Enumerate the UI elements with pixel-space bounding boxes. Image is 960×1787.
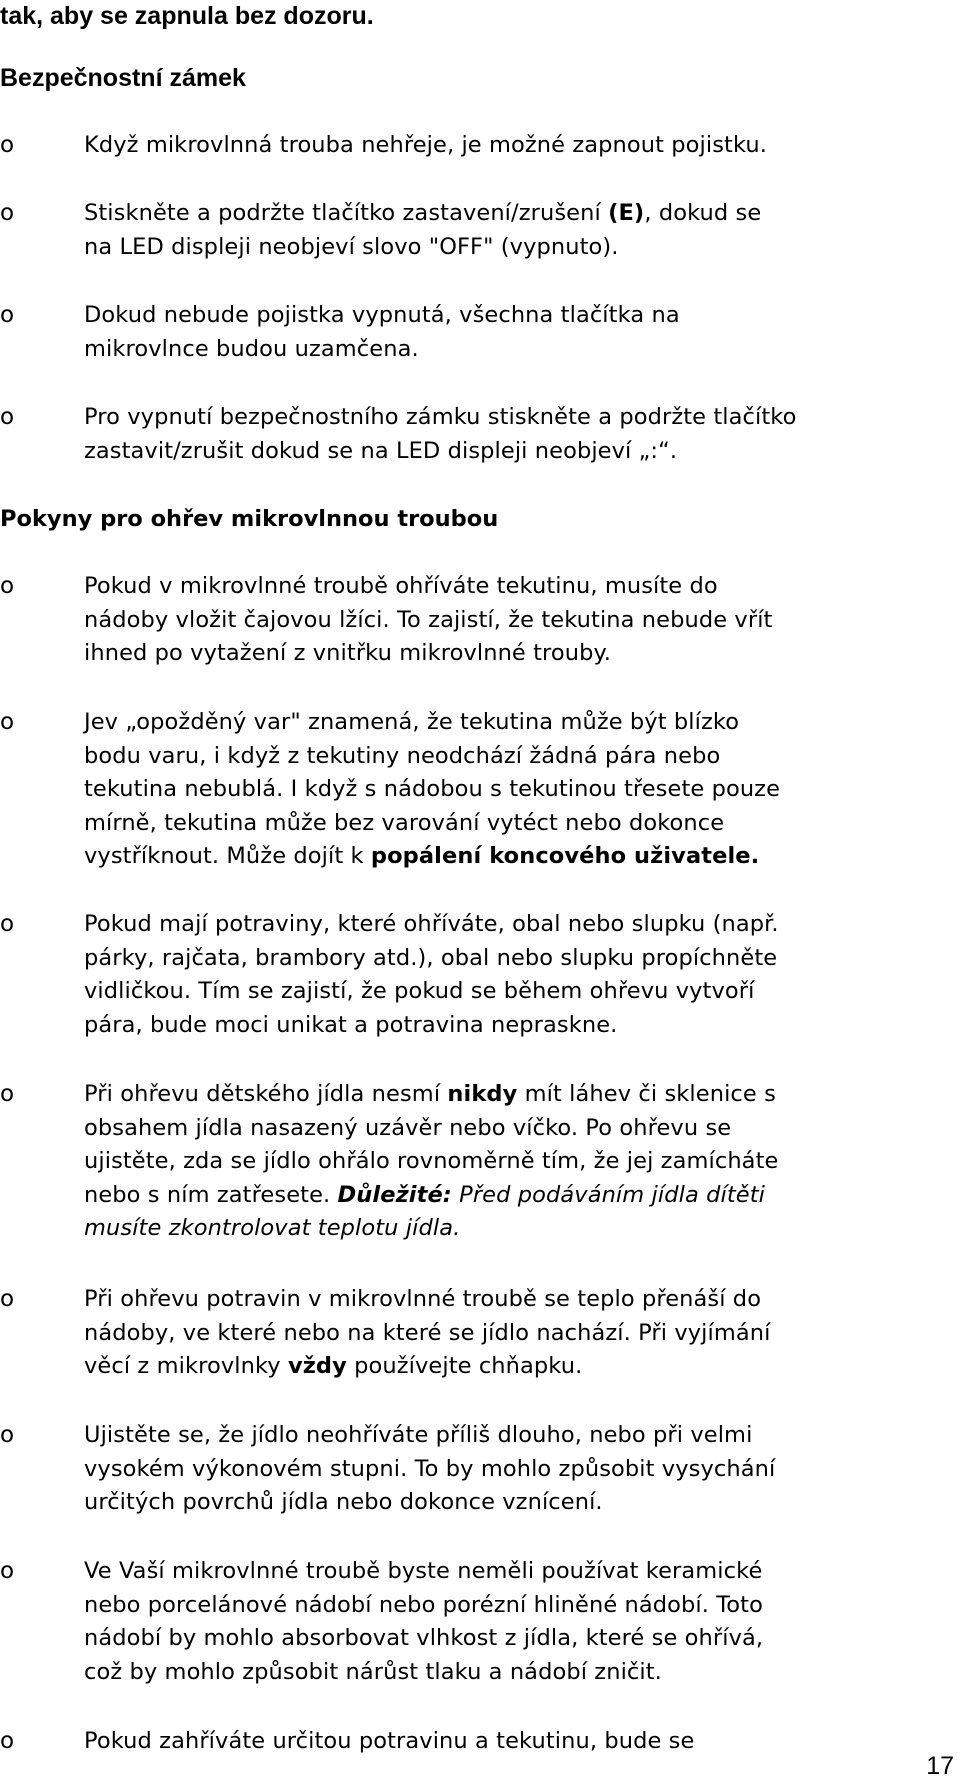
page-number: 17: [926, 1752, 954, 1780]
bullet: o: [0, 404, 15, 430]
bullet: o: [0, 1286, 15, 1312]
intro-line: tak, aby se zapnula bez dozoru.: [0, 2, 374, 30]
bullet: o: [0, 573, 15, 599]
bullet: o: [0, 302, 15, 328]
bullet: o: [0, 1728, 15, 1754]
bullet: o: [0, 709, 15, 735]
bullet: o: [0, 1081, 15, 1107]
bullet: o: [0, 132, 15, 158]
bullet: o: [0, 1558, 15, 1584]
section-heading-safety-lock: Bezpečnostní zámek: [0, 64, 246, 92]
warning-emphasis: popálení koncového uživatele.: [370, 843, 760, 870]
section-heading-heating-instructions: Pokyny pro ohřev mikrovlnnou troubou: [0, 506, 499, 532]
bullet: o: [0, 911, 15, 937]
bullet: o: [0, 1422, 15, 1448]
bullet: o: [0, 200, 15, 226]
